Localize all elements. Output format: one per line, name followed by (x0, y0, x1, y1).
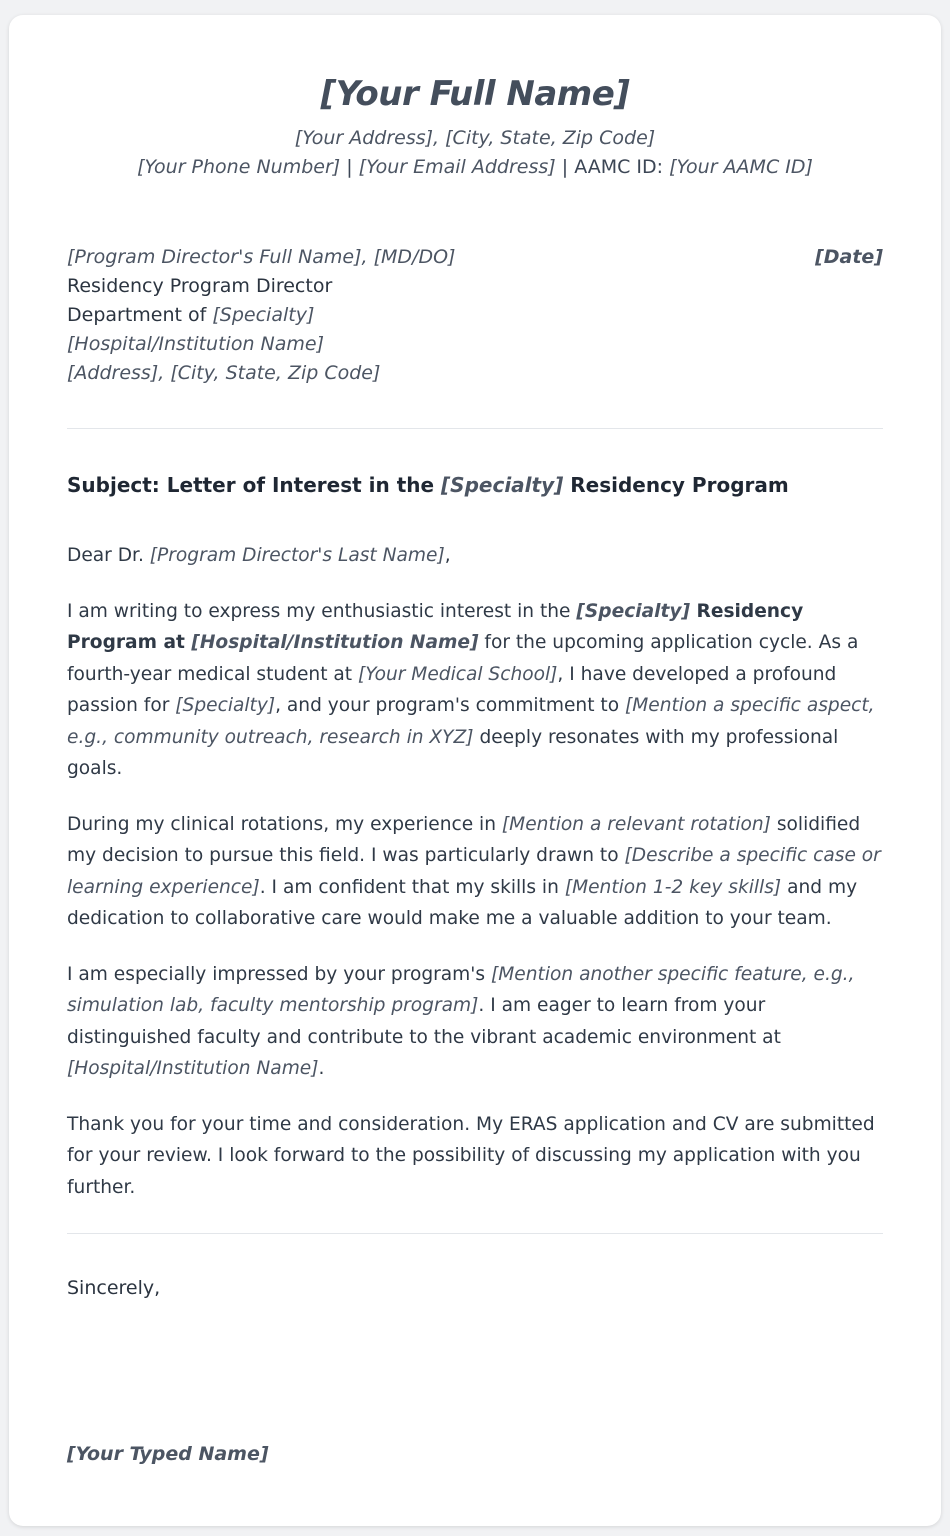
separator: | (555, 156, 575, 178)
divider (67, 428, 883, 429)
text: During my clinical rotations, my experience in (67, 813, 502, 835)
department-prefix: Department of (67, 304, 213, 326)
paragraph-thanks: Thank you for your time and consideration. My ERAS application and CV are submitted for your review. I look forward to the possibility of discussing my application with you further. (67, 1113, 875, 1198)
recipient-block (67, 243, 883, 388)
divider (67, 1233, 883, 1234)
case-placeholder: [Describe a specific case or learning experience] (67, 845, 881, 898)
letter-date: [Date] (815, 246, 883, 268)
text: for the upcoming application cycle. As a fourth-year medical student at (67, 632, 859, 685)
rotation-placeholder: [Mention a relevant rotation] (501, 813, 771, 835)
text: . (318, 1058, 325, 1079)
paragraph-intro (67, 596, 883, 785)
sender-address: [Your Address], [City, State, Zip Code] (294, 127, 656, 149)
sender-phone: [Your Phone Number] (137, 156, 341, 178)
recipient-address: [Address], [City, State, Zip Code] (67, 362, 381, 384)
specialty-placeholder: [Specialty] (175, 695, 276, 716)
aspect-placeholder: [Mention a specific aspect, e.g., community outreach, research in XYZ] (67, 695, 875, 748)
salutation (67, 540, 883, 572)
paragraph-rotations (67, 809, 883, 935)
separator: | (340, 156, 359, 178)
institution-placeholder: [Hospital/Institution Name] (67, 1058, 319, 1079)
feature-placeholder: [Mention another specific feature, e.g., simulation lab, faculty mentorship program] (67, 963, 855, 1016)
letter-page (9, 15, 941, 1526)
department-specialty: [Specialty] (212, 304, 315, 326)
recipient-department (67, 301, 883, 330)
recipient-institution: [Hospital/Institution Name] (67, 333, 325, 355)
text: , and your program's commitment to (275, 695, 625, 716)
paragraph-program (67, 959, 883, 1085)
sender-contact (67, 124, 883, 182)
subject-specialty: [Specialty] (441, 473, 564, 497)
sender-contact-line (67, 153, 883, 182)
recipient-title: Residency Program Director (67, 275, 333, 297)
aamc-id: [Your AAMC ID] (669, 156, 813, 178)
sender-email: [Your Email Address] (358, 156, 556, 178)
text: deeply resonates with my professional goals. (67, 726, 839, 779)
subject-suffix: Residency Program (563, 473, 789, 497)
salutation-name: [Program Director's Last Name] (149, 545, 445, 566)
text: solidified my decision to pursue this field. I was particularly drawn to (67, 813, 861, 866)
specialty-placeholder: [Specialty] (576, 600, 691, 622)
closing: Sincerely, (67, 1277, 161, 1299)
school-placeholder: [Your Medical School] (358, 663, 558, 685)
program-text: Residency Program at (67, 600, 804, 653)
skills-placeholder: [Mention 1-2 key skills] (564, 876, 782, 898)
subject-line (67, 470, 883, 500)
text: I am writing to express my enthusiastic interest in the (67, 600, 577, 622)
subject-prefix: Subject: Letter of Interest in the (67, 473, 442, 497)
recipient-name: [Program Director's Full Name], [MD/DO] (67, 246, 456, 268)
letter-body (67, 540, 883, 1227)
salutation-suffix: , (444, 545, 451, 566)
text: . I am eager to learn from your distinguished faculty and contribute to the vibrant academic environment at (67, 995, 781, 1048)
institution-placeholder: [Hospital/Institution Name] (191, 632, 479, 653)
signature-name: [Your Typed Name] (67, 1443, 269, 1465)
text: I am especially impressed by your program's (67, 963, 492, 985)
letter-header (67, 70, 883, 182)
text: and my dedication to collaborative care would make me a valuable addition to your team. (67, 876, 858, 929)
salutation-prefix: Dear Dr. (67, 545, 150, 566)
text: . I am confident that my skills in (259, 876, 565, 898)
sender-name: [Your Full Name] (320, 74, 630, 114)
aamc-label: AAMC ID: (574, 156, 670, 178)
sender-address-line (67, 124, 883, 153)
text: , I have developed a profound passion for (67, 663, 837, 716)
